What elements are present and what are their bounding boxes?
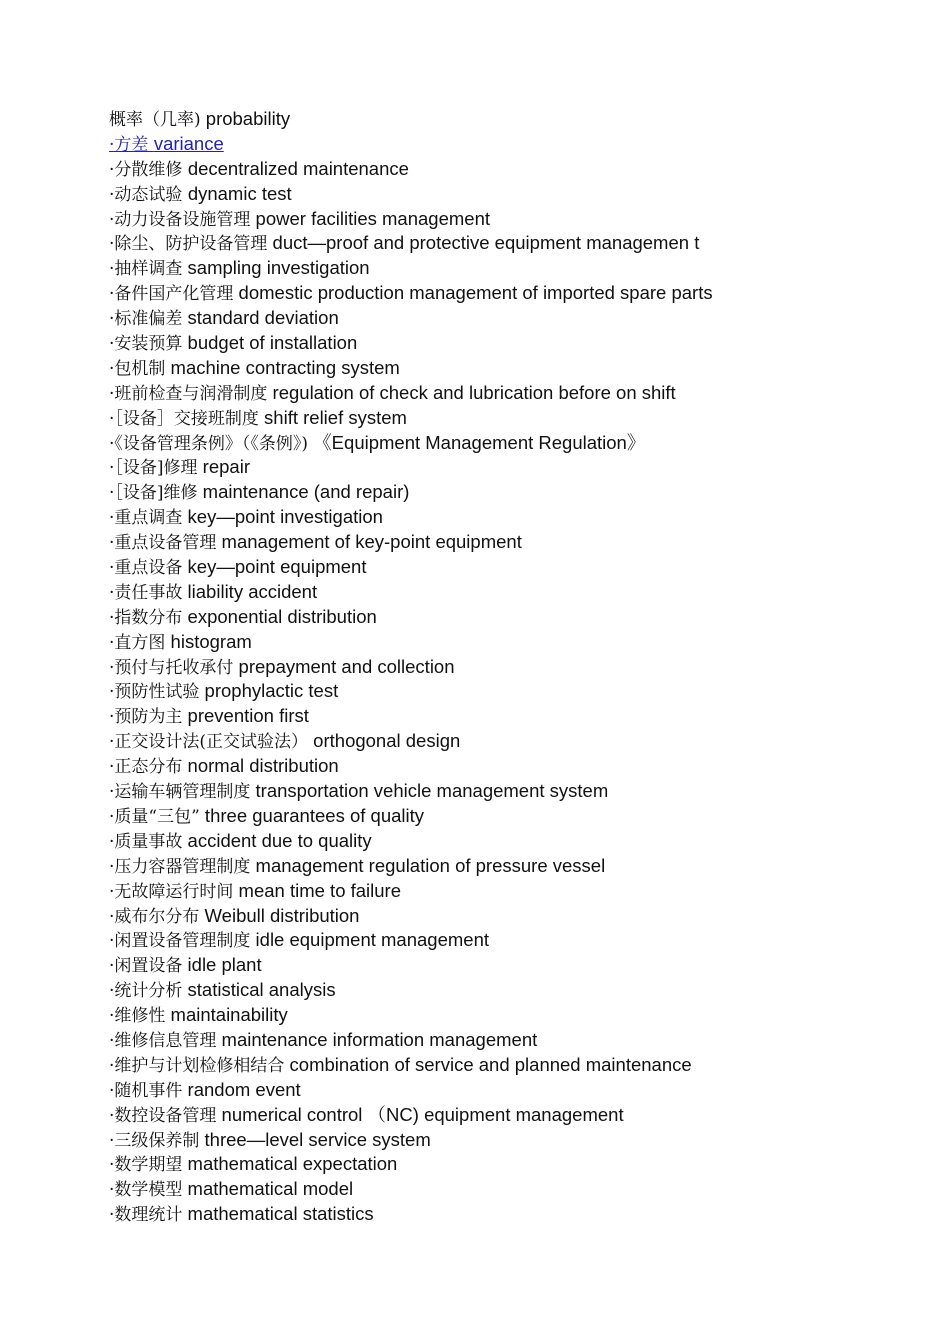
chinese-term: ·无故障运行时间: [109, 881, 234, 902]
english-term: variance: [153, 132, 224, 154]
glossary-entry: [109, 431, 909, 456]
english-term: histogram: [165, 630, 252, 652]
glossary-entry: [109, 928, 909, 953]
chinese-term: 概率（几率): [109, 110, 201, 130]
english-term: management regulation of pressure vessel: [250, 854, 606, 876]
chinese-term: ·责任事故: [109, 582, 183, 603]
chinese-term: ·随机事件: [109, 1080, 183, 1101]
english-term: budget of installation: [182, 332, 358, 354]
english-term: mathematical model: [182, 1178, 354, 1200]
glossary-entry: [109, 406, 909, 431]
glossary-entry: [109, 854, 909, 879]
english-term: repair: [197, 456, 250, 478]
english-term: probability: [200, 108, 291, 129]
english-term: idle equipment management: [250, 929, 490, 951]
glossary-entry: [109, 480, 909, 505]
chinese-term: ·威布尔分布: [109, 906, 200, 927]
english-term: power facilities management: [250, 207, 490, 229]
chinese-term: ·统计分析: [109, 981, 183, 1002]
chinese-term: ·指数分布: [109, 607, 183, 628]
glossary-entry: [109, 231, 909, 256]
glossary-entry: [109, 1053, 909, 1078]
chinese-term: ·质量“三包”: [109, 806, 200, 827]
glossary-entry: [109, 953, 909, 978]
chinese-term: ·数学模型: [109, 1180, 183, 1201]
glossary-entry: [109, 978, 909, 1003]
chinese-term: ·维护与计划检修相结合: [109, 1055, 285, 1076]
english-term: key—point investigation: [182, 506, 383, 528]
english-term: random event: [182, 1078, 301, 1100]
chinese-term: ·班前检查与润滑制度: [109, 383, 268, 404]
english-term: dynamic test: [187, 182, 292, 204]
glossary-entry: [109, 331, 909, 356]
english-term: normal distribution: [182, 755, 339, 777]
english-term: standard deviation: [182, 307, 339, 329]
english-term: decentralized maintenance: [187, 157, 409, 179]
chinese-term: ·［设备］交接班制度: [109, 408, 259, 429]
glossary-entry: [109, 207, 909, 232]
glossary-entry: [109, 505, 909, 530]
glossary-entry: [109, 1028, 909, 1053]
english-term: combination of service and planned maintenance: [284, 1053, 692, 1075]
english-term: prophylactic test: [199, 680, 339, 702]
english-term: idle plant: [182, 954, 262, 976]
glossary-entry: [109, 306, 909, 331]
english-term: key—point equipment: [182, 556, 367, 578]
english-term: sampling investigation: [182, 257, 370, 279]
chinese-term: ·运输车辆管理制度: [109, 782, 251, 803]
chinese-term: ·直方图: [109, 632, 166, 653]
glossary-entry: [109, 829, 909, 854]
glossary-entry: [109, 879, 909, 904]
chinese-term: ·《设备管理条例》（《条例》): [109, 433, 309, 454]
english-term: maintainability: [165, 1004, 288, 1026]
chinese-term: ·除尘、防护设备管理: [109, 234, 268, 255]
english-term: Weibull distribution: [199, 904, 360, 926]
glossary-entry: [109, 679, 909, 704]
chinese-term: ·方差: [109, 134, 154, 155]
glossary-entry: [109, 555, 909, 580]
chinese-term: ·维修信息管理: [109, 1030, 217, 1051]
glossary-entry: [109, 605, 909, 630]
chinese-term: ·安装预算: [109, 334, 183, 355]
glossary-entry: [109, 1003, 909, 1028]
english-term: maintenance information management: [216, 1028, 538, 1050]
chinese-term: ·标准偏差: [109, 309, 183, 330]
chinese-term: ·闲置设备: [109, 956, 183, 977]
english-term: prepayment and collection: [233, 655, 455, 677]
glossary-entry: [109, 157, 909, 182]
glossary-entry: [109, 1128, 909, 1153]
chinese-term: ·预防为主: [109, 707, 183, 728]
glossary-entry: [109, 779, 909, 804]
chinese-term: ·动态试验: [109, 184, 188, 205]
glossary-entry: [109, 1152, 909, 1177]
chinese-term: ·数控设备管理: [109, 1105, 217, 1126]
english-term: three guarantees of quality: [199, 804, 425, 826]
chinese-term: ·重点设备: [109, 558, 183, 579]
chinese-term: ·分散维修: [109, 159, 188, 180]
glossary-entry: [109, 1202, 909, 1227]
english-term: machine contracting system: [165, 356, 400, 378]
english-term: mean time to failure: [233, 879, 402, 901]
chinese-term: ·三级保养制: [109, 1130, 200, 1151]
glossary-entry: [109, 655, 909, 680]
glossary-link-entry[interactable]: [109, 132, 909, 157]
english-term: management of key-point equipment: [216, 531, 522, 553]
glossary-entry: [109, 381, 909, 406]
chinese-term: ·维修性: [109, 1006, 166, 1027]
english-term: duct—proof and protective equipment managemen t: [267, 232, 700, 254]
glossary-entry: [109, 530, 909, 555]
english-term: 《Equipment Management Regulation》: [308, 431, 646, 453]
glossary-entry: [109, 804, 909, 829]
english-term: maintenance (and repair): [197, 481, 410, 503]
glossary-entry: [109, 281, 909, 306]
english-term: orthogonal design: [308, 730, 461, 752]
glossary-entry: [109, 1078, 909, 1103]
chinese-term: ·数学期望: [109, 1155, 183, 1176]
english-term: domestic production management of imported spare parts: [233, 282, 713, 304]
glossary-entry: [109, 455, 909, 480]
english-term: numerical control （NC) equipment management: [216, 1103, 624, 1125]
glossary-list: [109, 107, 909, 1227]
english-term: exponential distribution: [182, 605, 377, 627]
english-term: regulation of check and lubrication before on shift: [267, 381, 676, 403]
chinese-term: ·预付与托收承付: [109, 657, 234, 678]
chinese-term: ·动力设备设施管理: [109, 209, 251, 230]
chinese-term: ·抽样调查: [109, 259, 183, 280]
chinese-term: ·［设备]维修: [109, 483, 198, 504]
english-term: shift relief system: [258, 406, 407, 428]
english-term: mathematical expectation: [182, 1153, 398, 1175]
english-term: transportation vehicle management system: [250, 780, 609, 802]
chinese-term: ·重点调查: [109, 508, 183, 529]
english-term: statistical analysis: [182, 979, 336, 1001]
chinese-term: ·正交设计法(正交试验法）: [109, 732, 309, 753]
glossary-entry: [109, 580, 909, 605]
glossary-entry: [109, 754, 909, 779]
english-term: liability accident: [182, 580, 318, 602]
chinese-term: ·正态分布: [109, 757, 183, 778]
glossary-entry: [109, 107, 909, 132]
chinese-term: ·［设备]修理: [109, 458, 198, 479]
chinese-term: ·质量事故: [109, 831, 183, 852]
glossary-entry: [109, 729, 909, 754]
chinese-term: ·包机制: [109, 358, 166, 379]
chinese-term: ·预防性试验: [109, 682, 200, 703]
glossary-entry: [109, 182, 909, 207]
glossary-entry: [109, 356, 909, 381]
chinese-term: ·数理统计: [109, 1205, 183, 1226]
chinese-term: ·压力容器管理制度: [109, 856, 251, 877]
glossary-entry: [109, 256, 909, 281]
glossary-entry: [109, 704, 909, 729]
english-term: three—level service system: [199, 1128, 431, 1150]
glossary-entry: [109, 630, 909, 655]
english-term: prevention first: [182, 705, 309, 727]
glossary-entry: [109, 1177, 909, 1202]
chinese-term: ·闲置设备管理制度: [109, 931, 251, 952]
glossary-entry: [109, 904, 909, 929]
english-term: accident due to quality: [182, 829, 372, 851]
glossary-entry: [109, 1103, 909, 1128]
chinese-term: ·备件国产化管理: [109, 284, 234, 305]
english-term: mathematical statistics: [182, 1203, 374, 1225]
chinese-term: ·重点设备管理: [109, 533, 217, 554]
